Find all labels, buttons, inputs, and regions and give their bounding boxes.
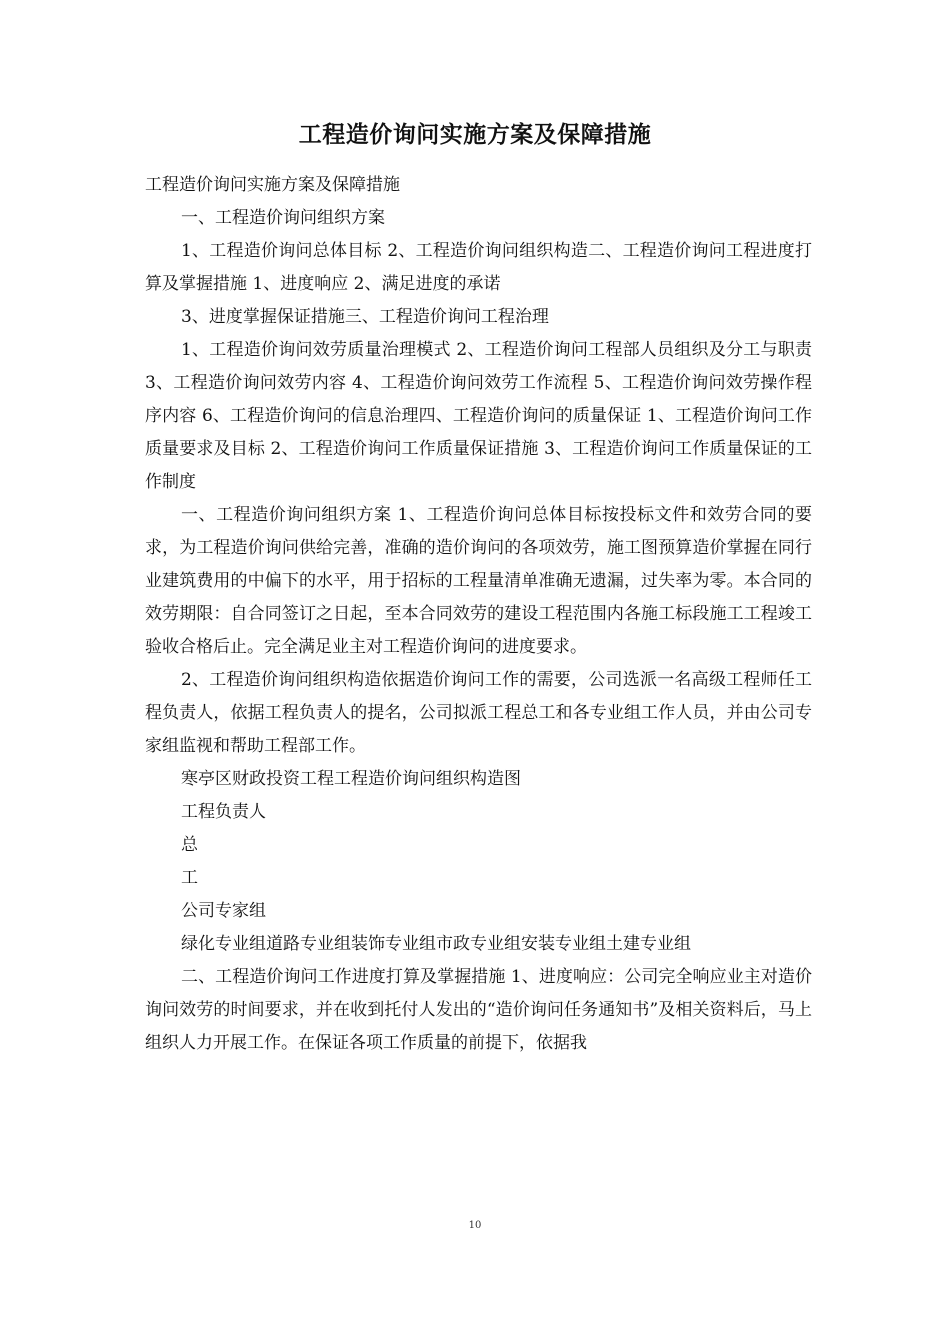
page-number: 10 xyxy=(468,1220,482,1231)
document-body xyxy=(145,169,812,1060)
org-chart-item: 总 xyxy=(181,835,198,855)
paragraph: 工程造价询问实施方案及保障措施 xyxy=(145,175,400,195)
paragraph: 1、工程造价询问效劳质量治理模式 2、工程造价询问工程部人员组织及分工与职责 3、工程造价询问效劳内容 4、工程造价询问效劳工作流程 5、工程造价询问效劳操作程序内容 6、工程造价询问的信息治理四、工程造价询问的质量保证 1、工程造价询问工作质量要求及目标 2、工程造价询问工作质量保证措施 3、工程造价询问工作质量保证的工作制度 xyxy=(145,340,812,492)
org-chart-item: 工 xyxy=(181,868,198,888)
org-chart-item: 绿化专业组道路专业组装饰专业组市政专业组安装专业组土建专业组 xyxy=(181,934,691,954)
page-title: 工程造价询问实施方案及保障措施 xyxy=(298,122,652,148)
paragraph: 3、进度掌握保证措施三、工程造价询问工程治理 xyxy=(181,307,549,327)
org-chart-item: 工程负责人 xyxy=(181,802,266,822)
paragraph: 一、工程造价询问组织方案 1、工程造价询问总体目标按投标文件和效劳合同的要求，为工程造价询问供给完善，准确的造价询问的各项效劳，施工图预算造价掌握在同行业建筑费用的中偏下的水平，用于招标的工程量清单准确无遗漏，过失率为零。本合同的效劳期限：自合同签订之日起，至本合同效劳的建设工程范围内各施工标段施工工程竣工验收合格后止。完全满足业主对工程造价询问的进度要求。 xyxy=(145,505,812,657)
org-chart-item: 公司专家组 xyxy=(181,901,266,921)
paragraph: 二、工程造价询问工作进度打算及掌握措施 1、进度响应：公司完全响应业主对造价询问效劳的时间要求，并在收到托付人发出的“造价询问任务通知书”及相关资料后，马上组织人力开展工作。在保证各项工作质量的前提下，依据我 xyxy=(145,967,812,1053)
paragraph: 1、工程造价询问总体目标 2、工程造价询问组织构造二、工程造价询问工程进度打算及掌握措施 1、进度响应 2、满足进度的承诺 xyxy=(145,241,812,294)
paragraph: 2、工程造价询问组织构造依据造价询问工作的需要，公司选派一名高级工程师任工程负责人，依据工程负责人的提名，公司拟派工程总工和各专业组工作人员，并由公司专家组监视和帮助工程部工作。 xyxy=(145,670,812,756)
org-chart-title: 寒亭区财政投资工程工程造价询问组织构造图 xyxy=(181,769,521,789)
section-heading: 一、工程造价询问组织方案 xyxy=(181,208,385,228)
